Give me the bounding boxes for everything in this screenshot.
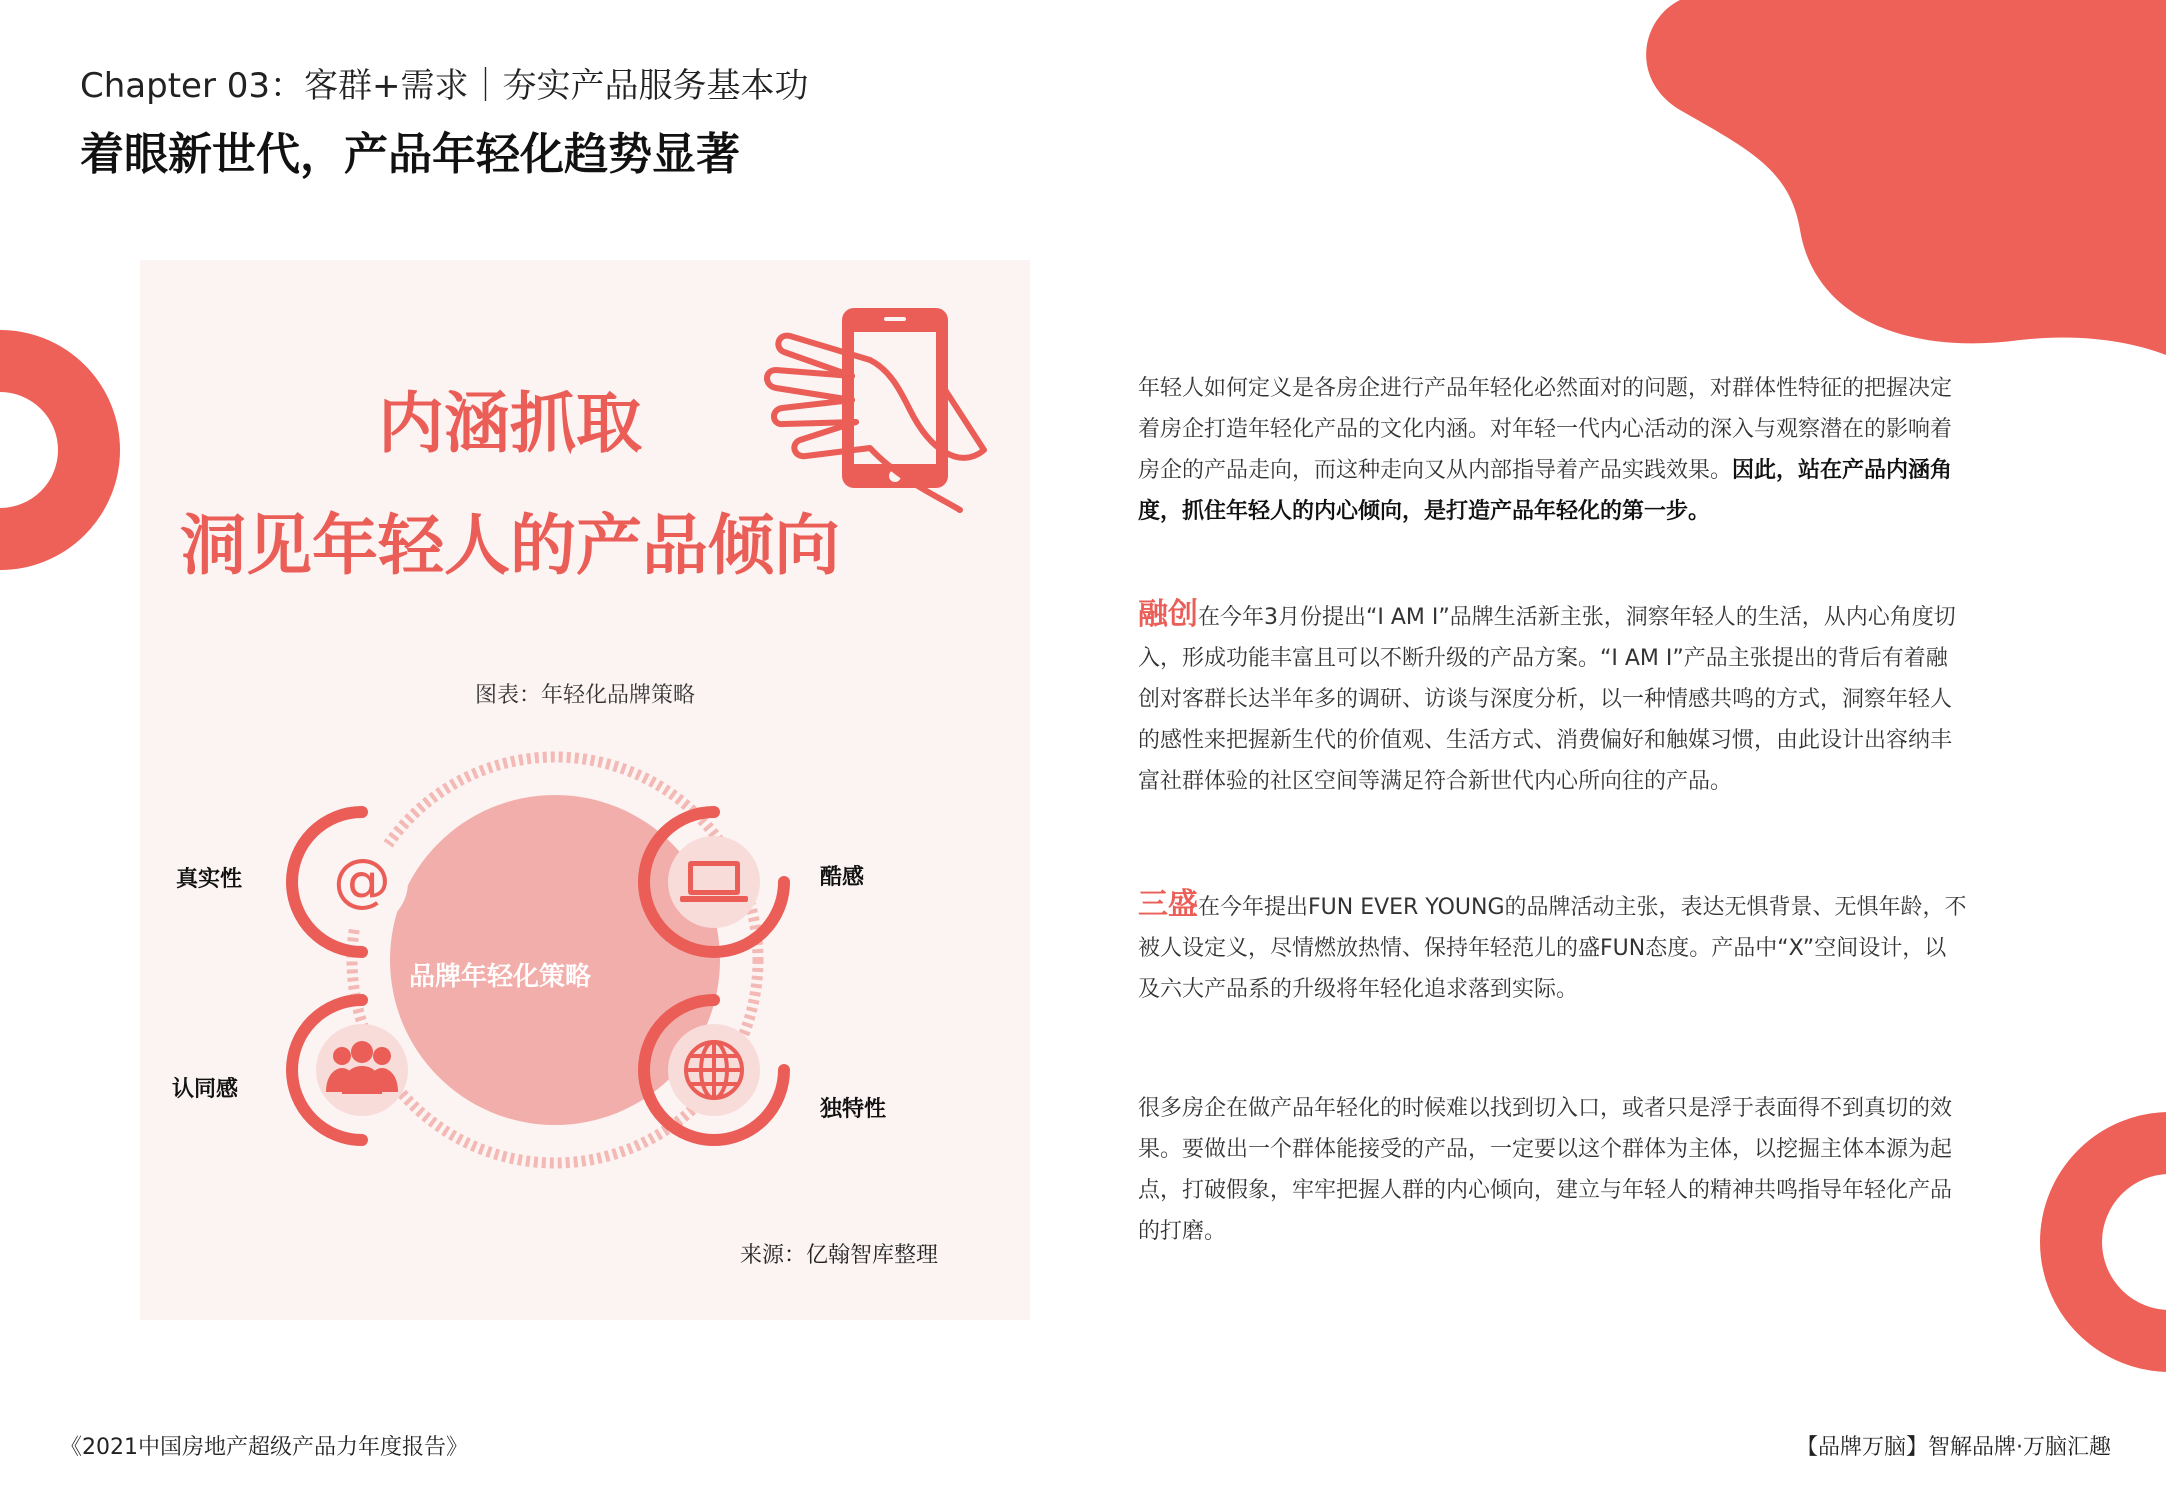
brand-sunac: 融创 [1138,597,1198,632]
label-uniqueness: 独特性 [820,1097,887,1122]
paragraph-intro [1138,368,1968,532]
at-icon: @ [333,846,391,914]
footer-brand-slogan: 【品牌万脑】智解品牌·万脑汇趣 [1796,1435,2111,1460]
chapter-title: Chapter 03：客群+需求｜夯实产品服务基本功 [80,66,809,106]
phone-hand-icon [760,300,990,530]
decorative-ring-left [0,330,120,570]
paragraph-sansheng [1138,884,1968,1010]
conclusion-text: 很多房企在做产品年轻化的时候难以找到切入口，或者只是浮于表面得不到真切的效果。要做出一个群体能接受的产品，一定要以这个群体为主体，以挖掘主体本源为起点，打破假象，牢牢把握人群的内心倾向，建立与年轻人的精神共鸣指导年轻化产品的打磨。 [1138,1096,1953,1244]
footer-report-title: 《2021中国房地产超级产品力年度报告》 [60,1435,468,1460]
label-coolness: 酷感 [820,865,865,890]
label-authenticity: 真实性 [176,867,243,892]
sunac-text: 在今年3月份提出“I AM I”品牌生活新主张，洞察年轻人的生活，从内心角度切入，形成功能丰富且可以不断升级的产品方案。“I AM I”产品主张提出的背后有着融创对客群长达半年多的调研、访谈与深度分析，以一种情感共鸣的方式，洞察年轻人的感性来把握新生代的价值观、生活方式、消费偏好和触媒习惯，由此设计出容纳丰富社群体验的社区空间等满足符合新世代内心所向往的产品。 [1138,605,1956,794]
sansheng-text: 在今年提出FUN EVER YOUNG的品牌活动主张，表达无惧背景、无惧年龄，不被人设定义，尽情燃放热情、保持年轻范儿的盛FUN态度。产品中“X”空间设计，以及六大产品系的升级将年轻化追求落到实际。 [1138,895,1967,1002]
decorative-blob [1640,0,2166,360]
label-identity: 认同感 [172,1077,239,1102]
page-headline: 着眼新世代，产品年轻化趋势显著 [80,129,740,180]
figure-caption: 图表：年轻化品牌策略 [474,683,695,708]
decorative-ring-right [2040,1112,2166,1372]
paragraph-sunac [1138,594,1968,802]
center-label: 品牌年轻化策略 [408,962,591,992]
intro-text: 年轻人如何定义是各房企进行产品年轻化必然面对的问题，对群体性特征的把握决定着房企打造年轻化产品的文化内涵。对年轻一代内心活动的深入与观察潜在的影响着房企的产品走向，而这种走向又从内部指导着产品实践效果。 [1138,376,1953,483]
hero-title-line2: 洞见年轻人的产品倾向 [180,507,840,584]
source-note: 来源：亿翰智库整理 [740,1243,939,1268]
hero-title-line1: 内涵抓取 [378,385,642,462]
node-identity [292,1000,408,1140]
paragraph-conclusion [1138,1088,1968,1252]
infographic-panel [140,260,1030,1320]
intro-emphasis: 因此，站在产品内涵角度，抓住年轻人的内心倾向，是打造产品年轻化的第一步。 [1138,458,1953,524]
brand-sansheng: 三盛 [1138,887,1198,922]
globe-icon [686,1042,742,1098]
